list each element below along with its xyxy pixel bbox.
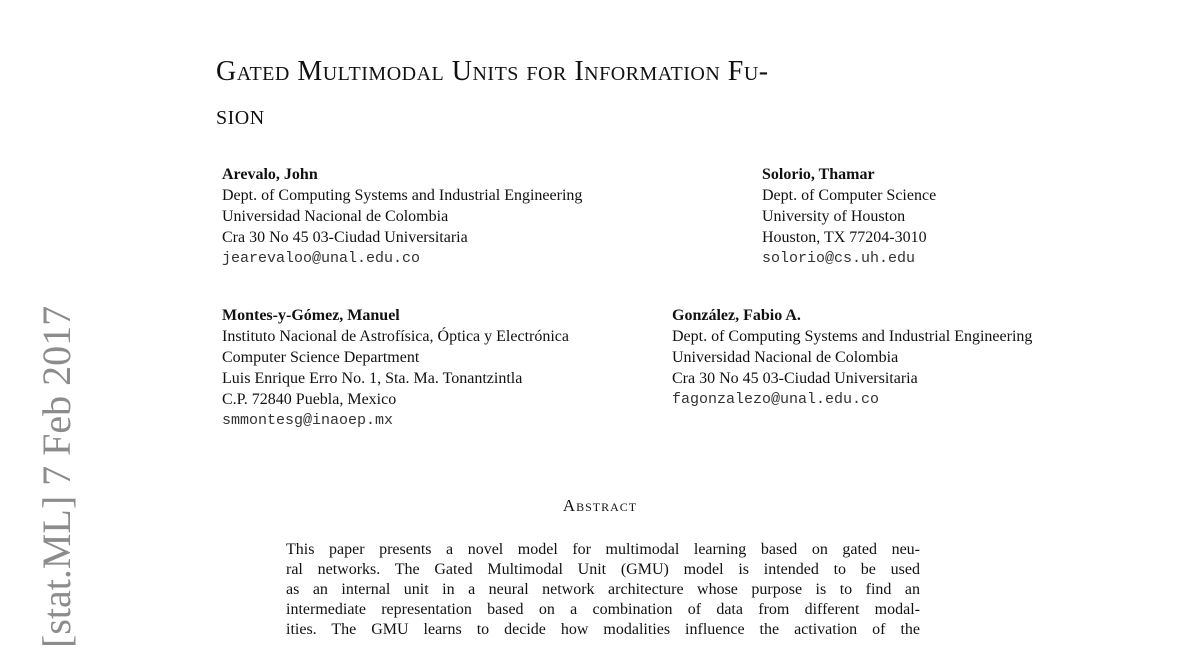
author-affiliation-line: Cra 30 No 45 03-Ciudad Universitaria [672, 370, 918, 387]
author-block-gonzalez [672, 305, 1032, 410]
author-affiliation-line: Dept. of Computer Science [762, 187, 937, 204]
author-email: smmontesg@inaoep.mx [222, 412, 394, 429]
author-name: Solorio, Thamar [762, 166, 875, 183]
author-name: González, Fabio A. [672, 307, 801, 324]
author-name: Montes-y-Gómez, Manuel [222, 307, 400, 324]
title-line-1: Gated Multimodal Units for Information Fu- [216, 56, 769, 87]
title-line-2: sion [216, 100, 265, 131]
author-affiliation-line: Instituto Nacional de Astrofísica, Óptica y Electrónica [222, 328, 569, 345]
author-block-arevalo [222, 164, 582, 269]
author-affiliation-line: Universidad Nacional de Colombia [222, 208, 449, 225]
author-email: solorio@cs.uh.edu [762, 250, 916, 267]
author-affiliation-line: Luis Enrique Erro No. 1, Sta. Ma. Tonantzintla [222, 370, 523, 387]
arxiv-side-stamp: [stat.ML] 7 Feb 2017 [34, 305, 79, 648]
abstract-line: This paper presents a novel model for multimodal learning based on gated neu- [286, 541, 920, 558]
author-email: fagonzalezo@unal.edu.co [672, 391, 880, 408]
author-affiliation-line: Cra 30 No 45 03-Ciudad Universitaria [222, 229, 468, 246]
author-block-solorio [762, 164, 936, 269]
author-affiliation-line: Dept. of Computing Systems and Industrial Engineering [672, 328, 1033, 345]
author-block-montes [222, 305, 569, 431]
abstract-line: intermediate representation based on a combination of data from different modal- [286, 601, 920, 618]
abstract-line: ral networks. The Gated Multimodal Unit (GMU) model is intended to be used [286, 561, 920, 578]
author-affiliation-line: Universidad Nacional de Colombia [672, 349, 899, 366]
author-affiliation-line: Dept. of Computing Systems and Industrial Engineering [222, 187, 583, 204]
author-affiliation-line: University of Houston [762, 208, 906, 225]
author-email: jearevaloo@unal.edu.co [222, 250, 421, 267]
abstract-heading: Abstract [562, 496, 638, 515]
abstract-line: as an internal unit in a neural network architecture whose purpose is to find an [286, 581, 920, 598]
author-affiliation-line: Computer Science Department [222, 349, 420, 366]
author-name: Arevalo, John [222, 166, 318, 183]
abstract-line: ities. The GMU learns to decide how modalities influence the activation of the [286, 621, 920, 638]
abstract-body [286, 540, 920, 640]
author-affiliation-line: Houston, TX 77204-3010 [762, 229, 927, 246]
paper-title [216, 50, 1016, 138]
author-affiliation-line: C.P. 72840 Puebla, Mexico [222, 391, 397, 408]
